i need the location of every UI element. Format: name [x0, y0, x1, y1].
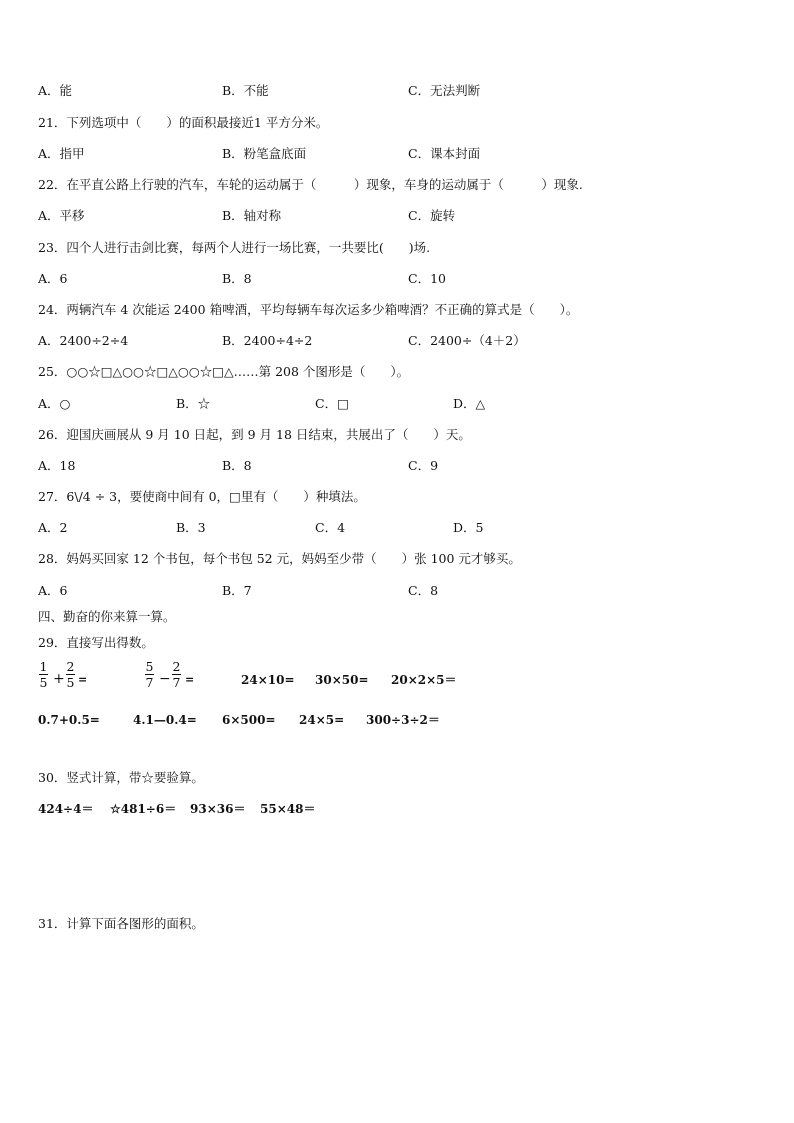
q25-option-d[interactable]: D．△: [453, 396, 486, 411]
numerator: 5: [145, 659, 154, 674]
q29-item[interactable]: 6×500=: [222, 713, 276, 727]
fraction: [66, 660, 75, 689]
q22-question: 22．在平直公路上行驶的汽车，车轮的运动属于（ ）现象，车身的运动属于（ ）现象.: [38, 177, 583, 192]
q27-question: 27．6\/4 ÷ 3，要使商中间有 0，□里有（ ）种填法。: [38, 489, 366, 504]
q27-options: [38, 520, 758, 536]
denominator: 5: [39, 675, 48, 690]
q26-option-c[interactable]: C．9: [408, 458, 439, 473]
q20-options: [38, 83, 758, 99]
q29-item[interactable]: 300÷3÷2＝: [366, 713, 440, 727]
fraction: [145, 660, 154, 689]
fraction: [39, 660, 48, 689]
denominator: 5: [66, 675, 75, 690]
q28-option-b[interactable]: B．7: [222, 583, 252, 598]
q30-item[interactable]: ☆481÷6＝: [110, 802, 177, 816]
q27-option-d[interactable]: D．5: [453, 520, 484, 535]
q29-item[interactable]: 0.7+0.5=: [38, 713, 100, 727]
q29-question: 29．直接写出得数。: [38, 635, 154, 650]
q25-option-b[interactable]: B．☆: [176, 396, 211, 411]
denominator: 7: [172, 675, 181, 690]
q24-options: [38, 333, 758, 349]
q21-option-c[interactable]: C．课本封面: [408, 146, 481, 161]
q23-option-a[interactable]: A．6: [38, 271, 68, 286]
q26-option-a[interactable]: A．18: [38, 458, 76, 473]
q21-option-b[interactable]: B．粉笔盒底面: [222, 146, 307, 161]
q27-option-a[interactable]: A．2: [38, 520, 68, 535]
denominator: 7: [145, 675, 154, 690]
numerator: 2: [172, 659, 181, 674]
q30-item[interactable]: 424÷4＝: [38, 802, 94, 816]
equals: =: [78, 673, 88, 686]
q28-option-c[interactable]: C．8: [408, 583, 439, 598]
q21-option-a[interactable]: A．指甲: [38, 146, 85, 161]
q24-option-b[interactable]: B．2400÷4÷2: [222, 333, 313, 348]
q29-item[interactable]: 30×50=: [315, 673, 369, 687]
operator: +: [53, 671, 65, 687]
q24-question: 24．两辆汽车 4 次能运 2400 箱啤酒，平均每辆车每次运多少箱啤酒？不正确的算式是（ ）。: [38, 302, 579, 317]
q23-option-c[interactable]: C．10: [408, 271, 446, 286]
fraction: [172, 660, 181, 689]
q27-option-c[interactable]: C．4: [315, 520, 346, 535]
q21-question: 21．下列选项中（ ）的面积最接近1 平方分米。: [38, 115, 329, 130]
q29-item[interactable]: 4.1—0.4=: [133, 713, 197, 727]
operator: −: [159, 671, 171, 687]
q20-option-c[interactable]: C．无法判断: [408, 83, 481, 98]
q30-question: 30．竖式计算，带☆要验算。: [38, 770, 204, 785]
q23-option-b[interactable]: B．8: [222, 271, 252, 286]
q23-question: 23．四个人进行击剑比赛，每两个人进行一场比赛，一共要比( )场.: [38, 240, 431, 255]
q27-option-b[interactable]: B．3: [176, 520, 206, 535]
q26-option-b[interactable]: B．8: [222, 458, 252, 473]
section-heading: 四、勤奋的你来算一算。: [38, 609, 176, 624]
q25-option-a[interactable]: A．○: [38, 396, 71, 411]
q22-option-c[interactable]: C．旋转: [408, 208, 456, 223]
q25-option-c[interactable]: C．□: [315, 396, 349, 411]
q20-option-b[interactable]: B．不能: [222, 83, 269, 98]
q26-question: 26．迎国庆画展从 9 月 10 日起，到 9 月 18 日结束，共展出了（ ）天。: [38, 427, 471, 442]
q30-item[interactable]: 55×48＝: [260, 802, 316, 816]
q25-options: [38, 396, 758, 412]
q22-option-b[interactable]: B．轴对称: [222, 208, 282, 223]
q29-item[interactable]: 24×10=: [241, 673, 295, 687]
q24-option-c[interactable]: C．2400÷（4＋2）: [408, 333, 526, 348]
q24-option-a[interactable]: A．2400÷2÷4: [38, 333, 129, 348]
q21-options: [38, 146, 758, 162]
q26-options: [38, 458, 758, 474]
q22-option-a[interactable]: A．平移: [38, 208, 85, 223]
q28-options: [38, 583, 758, 599]
q30-item[interactable]: 93×36＝: [190, 802, 246, 816]
q25-question: 25．○○☆□△○○☆□△○○☆□△……第 208 个图形是（ ）。: [38, 364, 410, 379]
equals: =: [185, 673, 195, 686]
q29-item[interactable]: 20×2×5＝: [391, 673, 457, 687]
q31-question: 31．计算下面各图形的面积。: [38, 916, 204, 931]
q28-option-a[interactable]: A．6: [38, 583, 68, 598]
q23-options: [38, 271, 758, 287]
q20-option-a[interactable]: A．能: [38, 83, 73, 98]
q28-question: 28．妈妈买回家 12 个书包，每个书包 52 元，妈妈至少带（ ）张 100 元才够买。: [38, 551, 521, 566]
numerator: 1: [39, 659, 48, 674]
q22-options: [38, 208, 758, 224]
numerator: 2: [66, 659, 75, 674]
q29-item[interactable]: 24×5=: [299, 713, 345, 727]
